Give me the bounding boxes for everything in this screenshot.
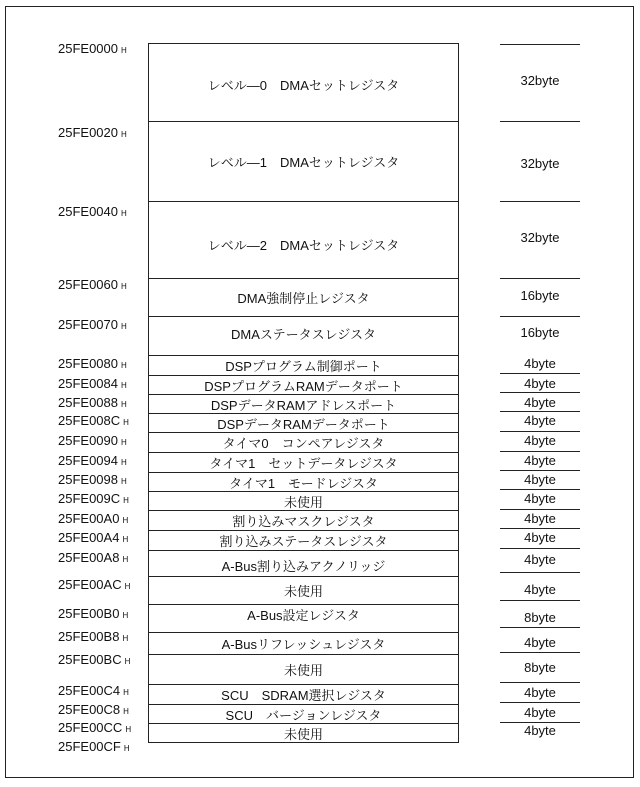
size-divider	[500, 627, 580, 628]
size-divider	[500, 470, 580, 471]
size-label: 16byte	[520, 288, 560, 303]
address-label	[58, 607, 150, 623]
address-value: 25FE00A4	[58, 530, 120, 545]
size-divider	[500, 411, 580, 412]
address-value: 25FE00CF	[58, 739, 121, 754]
hex-suffix: H	[121, 209, 127, 218]
register-cell	[148, 604, 459, 633]
address-value: 25FE00AC	[58, 577, 122, 592]
address-value: 25FE0000	[58, 41, 118, 56]
register-cell	[148, 530, 459, 551]
address-value: 25FE00C8	[58, 702, 121, 717]
hex-suffix: H	[124, 657, 131, 666]
address-label	[58, 205, 150, 221]
register-name: 割り込みマスクレジスタ	[232, 514, 375, 529]
register-cell	[148, 550, 459, 577]
hex-suffix: H	[121, 322, 127, 331]
address-value: 25FE0088	[58, 395, 118, 410]
register-cell	[148, 375, 459, 395]
size-divider	[500, 121, 580, 122]
size-divider	[500, 509, 580, 510]
address-value: 25FE00B8	[58, 629, 120, 644]
end-address-label	[58, 740, 150, 756]
hex-suffix: H	[123, 418, 129, 427]
address-value: 25FE009C	[58, 491, 121, 506]
address-label	[58, 318, 150, 334]
hex-suffix: H	[124, 582, 131, 591]
size-label: 16byte	[520, 325, 560, 340]
register-name: タイマ0 コンペアレジスタ	[222, 436, 385, 451]
size-label: 4byte	[524, 433, 556, 448]
size-divider	[500, 652, 580, 653]
register-name: DSPプログラムRAMデータポート	[204, 378, 403, 394]
hex-suffix: H	[122, 611, 129, 620]
address-label	[58, 551, 150, 567]
register-name: タイマ1 モードレジスタ	[229, 475, 378, 491]
size-divider	[500, 528, 580, 529]
size-divider	[500, 722, 580, 723]
hex-suffix: H	[121, 46, 127, 55]
register-name: DSPデータRAMアドレスポート	[210, 397, 397, 413]
register-cell	[148, 432, 459, 453]
register-cell	[148, 278, 459, 317]
hex-suffix: H	[121, 477, 127, 486]
register-name: 未使用	[283, 584, 323, 599]
size-label: 4byte	[524, 552, 556, 567]
hex-suffix: H	[121, 361, 127, 370]
address-label	[58, 434, 150, 450]
register-name: 未使用	[283, 494, 323, 510]
hex-suffix: H	[121, 458, 127, 467]
register-cell	[148, 201, 459, 279]
hex-suffix: H	[122, 535, 129, 544]
address-value: 25FE00A0	[58, 511, 120, 526]
size-label: 4byte	[524, 395, 556, 410]
address-value: 25FE0060	[58, 277, 118, 292]
size-divider	[500, 682, 580, 683]
register-name: レベル―2 DMAセットレジスタ	[207, 237, 400, 253]
size-divider	[500, 392, 580, 393]
size-divider	[500, 373, 580, 374]
address-value: 25FE0094	[58, 453, 118, 468]
address-label	[58, 721, 150, 737]
size-divider	[500, 702, 580, 703]
register-name: DMAステータスレジスタ	[231, 326, 376, 342]
address-value: 25FE0040	[58, 204, 118, 219]
address-label	[58, 377, 150, 393]
address-label	[58, 630, 150, 646]
address-value: 25FE0020	[58, 125, 118, 140]
register-name: レベル―0 DMAセットレジスタ	[207, 78, 400, 93]
size-label: 4byte	[524, 635, 556, 650]
register-cell	[148, 654, 459, 685]
hex-suffix: H	[123, 744, 130, 753]
hex-suffix: H	[123, 496, 129, 505]
address-value: 25FE0090	[58, 433, 118, 448]
register-cell	[148, 723, 459, 743]
size-label: 4byte	[524, 491, 556, 506]
register-cell	[148, 316, 459, 356]
size-divider	[500, 316, 580, 317]
address-label	[58, 531, 150, 547]
register-cell	[148, 43, 459, 122]
size-label: 4byte	[524, 705, 556, 720]
size-label: 4byte	[524, 376, 556, 391]
register-cell	[148, 452, 459, 473]
register-name: SCU SDRAM選択レジスタ	[221, 688, 386, 703]
size-divider	[500, 451, 580, 452]
size-label: 4byte	[524, 413, 556, 428]
address-value: 25FE0098	[58, 472, 118, 487]
register-cell	[148, 355, 459, 376]
hex-suffix: H	[122, 555, 129, 564]
register-cell	[148, 491, 459, 511]
register-name: DSPプログラム制御ポート	[225, 359, 382, 374]
size-divider	[500, 489, 580, 490]
size-divider	[500, 548, 580, 549]
size-label: 4byte	[524, 356, 556, 371]
address-value: 25FE0070	[58, 317, 118, 332]
address-label	[58, 653, 150, 669]
address-label	[58, 473, 150, 489]
hex-suffix: H	[121, 130, 127, 139]
size-label: 32byte	[520, 230, 560, 245]
size-label: 4byte	[524, 723, 556, 738]
size-label: 8byte	[524, 660, 556, 675]
address-value: 25FE008C	[58, 413, 121, 428]
address-label	[58, 414, 150, 430]
size-label: 32byte	[520, 156, 560, 171]
register-cell	[148, 394, 459, 414]
hex-suffix: H	[121, 400, 127, 409]
size-label: 4byte	[524, 472, 556, 487]
address-label	[58, 492, 150, 508]
address-value: 25FE00BC	[58, 652, 122, 667]
address-label	[58, 396, 150, 412]
register-name: タイマ1 セットデータレジスタ	[209, 456, 398, 471]
size-divider	[500, 431, 580, 432]
register-cell	[148, 121, 459, 202]
hex-suffix: H	[125, 725, 132, 734]
address-value: 25FE00CC	[58, 720, 123, 735]
address-value: 25FE00C4	[58, 683, 121, 698]
address-value: 25FE00B0	[58, 606, 120, 621]
register-name: 未使用	[283, 663, 323, 678]
register-name: A-Busリフレッシュレジスタ	[221, 637, 386, 652]
size-label: 32byte	[520, 73, 560, 88]
size-label: 4byte	[524, 530, 556, 545]
register-cell	[148, 684, 459, 705]
address-label	[58, 42, 150, 58]
hex-suffix: H	[121, 282, 127, 291]
size-label: 4byte	[524, 453, 556, 468]
register-name: DSPデータRAMデータポート	[217, 416, 390, 432]
register-name: SCU バージョンレジスタ	[225, 707, 382, 723]
address-label	[58, 278, 150, 294]
size-divider	[500, 600, 580, 601]
size-label: 4byte	[524, 511, 556, 526]
address-label	[58, 703, 150, 719]
register-cell	[148, 576, 459, 605]
register-name: 未使用	[283, 726, 323, 742]
hex-suffix: H	[123, 688, 129, 697]
address-label	[58, 512, 150, 528]
register-cell	[148, 472, 459, 492]
address-label	[58, 454, 150, 470]
address-label	[58, 357, 150, 373]
size-label: 8byte	[524, 610, 556, 625]
register-cell	[148, 510, 459, 531]
register-cell	[148, 632, 459, 655]
size-divider	[500, 201, 580, 202]
hex-suffix: H	[121, 381, 127, 390]
size-label: 4byte	[524, 685, 556, 700]
size-divider	[500, 572, 580, 573]
address-label	[58, 578, 150, 594]
hex-suffix: H	[122, 634, 129, 643]
register-cell	[148, 413, 459, 433]
hex-suffix: H	[121, 438, 127, 447]
hex-suffix: H	[122, 516, 129, 525]
address-value: 25FE0080	[58, 356, 118, 371]
address-label	[58, 126, 150, 142]
register-name: レベル―1 DMAセットレジスタ	[207, 155, 400, 170]
address-label	[58, 684, 150, 700]
register-name: 割り込みステータスレジスタ	[219, 534, 388, 549]
size-divider	[500, 278, 580, 279]
size-divider	[500, 44, 580, 45]
hex-suffix: H	[123, 707, 129, 716]
register-name: A-Bus割り込みアクノリッジ	[221, 559, 386, 574]
address-value: 25FE00A8	[58, 550, 120, 565]
address-value: 25FE0084	[58, 376, 118, 391]
register-name: DMA強制停止レジスタ	[237, 291, 370, 306]
size-label: 4byte	[524, 582, 556, 597]
register-cell	[148, 704, 459, 724]
register-name: A-Bus設定レジスタ	[247, 608, 360, 623]
